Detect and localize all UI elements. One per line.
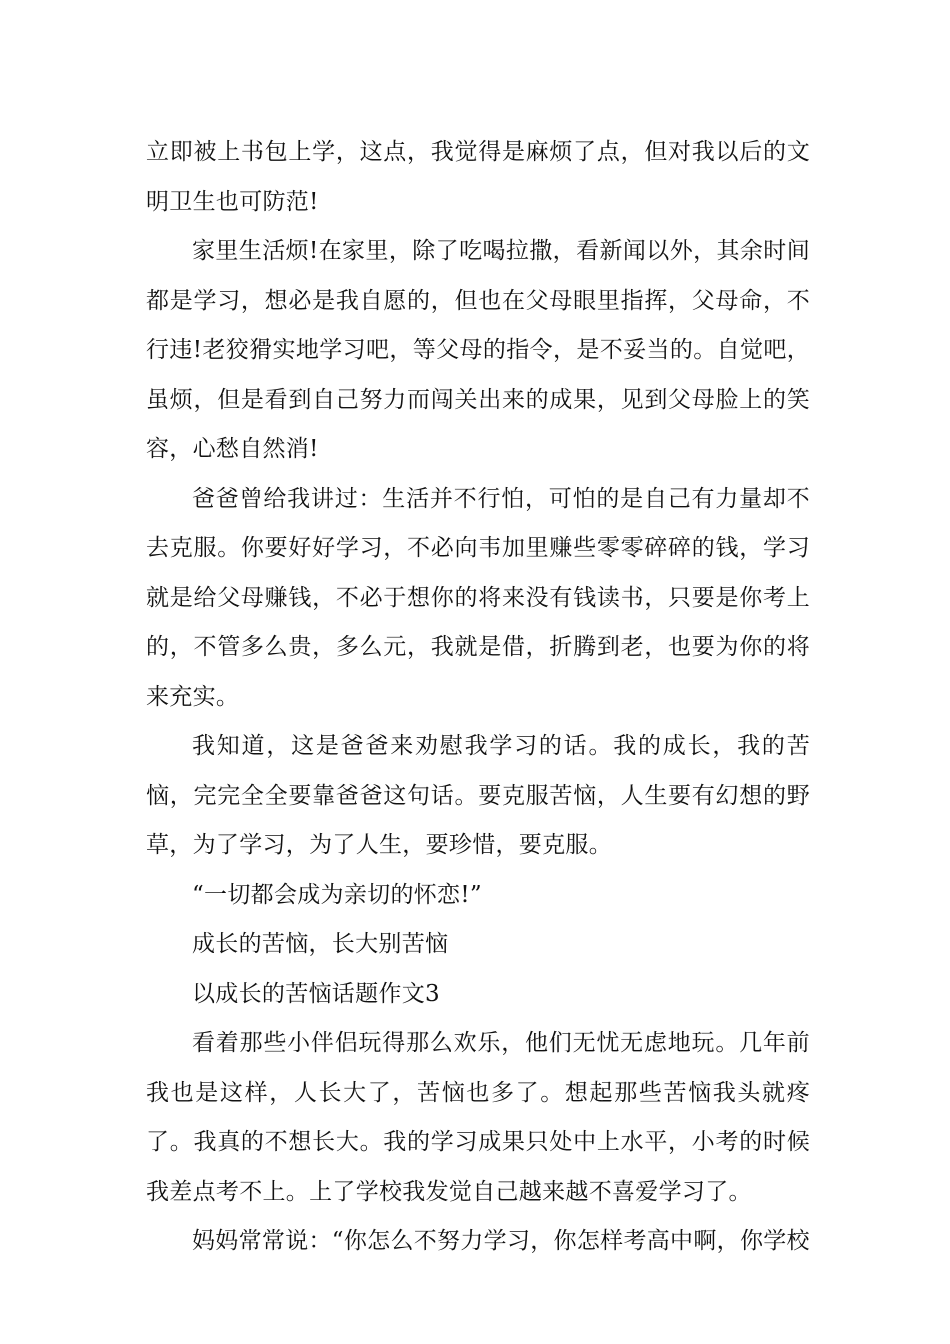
section-heading: 以成长的苦恼话题作文3 [192,980,440,1007]
paragraph-father-words: 爸爸曾给我讲过：生活并不行怕，可怕的是自己有力量却不去克服。你要好好学习，不必向韦加里赚些零零碎碎的钱，学习就是给父母赚钱，不必于想你的将来没有钱读书，只要是你考上的，不管多么贵，多么元，我就是借，折腾到老，也要为你的将来充实。 [146,485,810,710]
paragraph-home-life: 家里生活烦!在家里，除了吃喝拉撒，看新闻以外，其余时间都是学习，想必是我自愿的，但也在父母眼里指挥，父母命，不行违!老狡猾实地学习吧，等父母的指令，是不妥当的。自觉吧，虽烦，但是看到自己努力而闯关出来的成果，见到父母脸上的笑容，心愁自然消! [146,238,810,462]
paragraph-understanding: 我知道，这是爸爸来劝慰我学习的话。我的成长，我的苦恼，完完全全要靠爸爸这句话。要克服苦恼，人生要有幻想的野草，为了学习，为了人生，要珍惜，要克服。 [146,733,810,858]
paragraph-closing-line: 成长的苦恼，长大别苦恼 [192,931,449,957]
paragraph-essay3-opening: 看着那些小伴侣玩得那么欢乐，他们无忧无虑地玩。几年前我也是这样，人长大了，苦恼也多了。想起那些苦恼我头就疼了。我真的不想长大。我的学习成果只处中上水平，小考的时候我差点考不上。上了学校我发觉自己越来越不喜爱学习了。 [146,1030,810,1205]
paragraph-continuation: 立即被上书包上学，这点，我觉得是麻烦了点，但对我以后的文明卫生也可防范! [146,139,810,215]
paragraph-mother-says: 妈妈常常说：“你怎么不努力学习，你怎样考高中啊，你学校 [192,1228,810,1254]
document-body [146,128,810,1267]
paragraph-quote: “一切都会成为亲切的怀恋!” [192,881,482,908]
